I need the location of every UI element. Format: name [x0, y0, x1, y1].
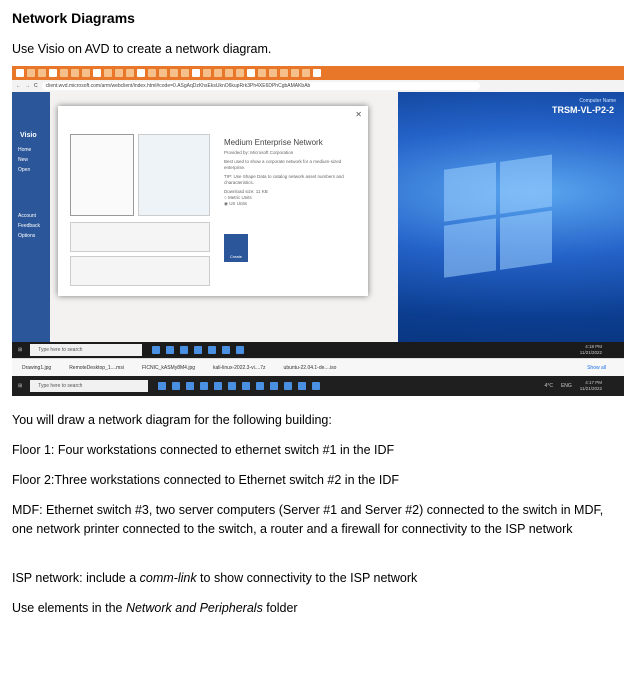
taskbar-apps — [158, 382, 320, 390]
template-dialog — [58, 106, 368, 296]
visio-nav-open: Open — [18, 167, 31, 173]
download-item: FICNIC_kASMy8M4.jpg — [141, 364, 196, 371]
isp-text: ISP network: include a — [12, 571, 140, 585]
language: ENG — [560, 383, 572, 389]
taskbar-apps — [152, 346, 244, 354]
folder-name: Network and Peripherals — [125, 601, 263, 615]
local-taskbar — [12, 376, 624, 396]
comm-link-term: comm-link — [139, 571, 197, 585]
download-item: ubuntu-22.04.1-de....iso — [283, 364, 337, 371]
metric-units-option: ○ Metric Units — [224, 195, 252, 200]
visio-nav-account: Account — [18, 213, 37, 219]
start-icon: ⊞ — [18, 347, 23, 353]
template-variant — [70, 222, 210, 252]
elements-text: Use elements in the — [12, 601, 126, 615]
template-tip: TIP: Use Shape Data to catalog network asset numbers and characteristics. — [224, 174, 344, 185]
start-icon: ⊞ — [18, 383, 23, 389]
back-icon: ← — [16, 83, 21, 89]
template-provider: Provided by: Microsoft Corporation — [224, 150, 294, 155]
taskbar-time: 4:18 PM — [585, 344, 602, 349]
download-item: kali-linux-2022.3-vi....7z — [213, 364, 266, 371]
url-field: client.wvd.microsoft.com/arm/webclient/index.html#code=0.ASgAqDzKhsEksUknO6kupRrk3Ph4XE6DPhCgbAMAKbAb — [42, 82, 480, 90]
template-details — [224, 150, 354, 207]
isp-text: to show connectivity to the ISP network — [196, 571, 418, 585]
visio-title: Visio — [20, 132, 37, 139]
floor2-requirement: Floor 2:Three workstations connected to Ethernet switch #2 in the IDF — [12, 473, 399, 487]
taskbar-search: Type here to search — [30, 380, 148, 392]
show-all-link: Show all — [587, 364, 606, 371]
visio-nav-new: New — [18, 157, 29, 163]
taskbar-date: 11/21/2022 — [579, 386, 602, 391]
taskbar-date: 11/21/2022 — [579, 350, 602, 355]
us-units-label: US Units — [229, 201, 247, 206]
temperature: 4°C — [544, 383, 553, 389]
template-description: Best used to show a corporate network for a medium-sized enterprise. — [224, 159, 342, 170]
isp-requirement — [12, 569, 627, 588]
taskbar-search: Type here to search — [30, 344, 142, 356]
download-item: RemoteDesktop_1....msi — [69, 364, 124, 371]
browser-tab-bar — [12, 66, 624, 80]
us-units-option: ◉ US Units — [224, 201, 247, 206]
close-icon: ✕ — [355, 110, 362, 119]
taskbar-time: 4:17 PM — [585, 380, 602, 385]
template-variant — [70, 256, 210, 286]
template-thumbnail — [70, 134, 134, 216]
download-bar — [12, 358, 624, 376]
task-intro: You will draw a network diagram for the following building: — [12, 413, 332, 427]
visio-nav-home: Home — [18, 147, 32, 153]
intro-text: Use Visio on AVD to create a network diagram. — [12, 42, 272, 56]
remote-taskbar — [12, 342, 624, 358]
template-preview — [138, 134, 210, 216]
forward-icon: → — [25, 83, 30, 89]
reload-icon: C — [34, 83, 38, 89]
windows-logo-icon — [444, 154, 554, 279]
mdf-requirement: MDF: Ethernet switch #3, two server computers (Server #1 and Server #2) connected to the switch in MDF, one network printer connected to the switch, a router and a firewall for connectivity to the ISP network — [12, 503, 604, 536]
visio-nav-feedback: Feedback — [18, 223, 40, 229]
download-size: Download size: 11 KB — [224, 189, 268, 194]
template-title: Medium Enterprise Network — [224, 138, 323, 147]
computer-name-label: Computer Name — [579, 98, 616, 104]
elements-instruction — [12, 599, 627, 618]
page-title: Network Diagrams — [12, 10, 135, 26]
taskbar-clock — [580, 344, 602, 356]
avd-screenshot — [12, 66, 624, 396]
floor1-requirement: Floor 1: Four workstations connected to ethernet switch #1 in the IDF — [12, 443, 395, 457]
visio-sidebar — [12, 92, 50, 342]
elements-text: folder — [262, 601, 298, 615]
visio-nav-options: Options — [18, 233, 36, 239]
taskbar-clock — [580, 380, 602, 392]
create-button: Create — [224, 234, 248, 262]
computer-name: TRSM-VL-P2-2 — [551, 105, 614, 115]
browser-address-bar — [12, 80, 624, 92]
download-item: Drawing1.jpg — [22, 364, 52, 371]
metric-units-label: Metric Units — [227, 195, 252, 200]
